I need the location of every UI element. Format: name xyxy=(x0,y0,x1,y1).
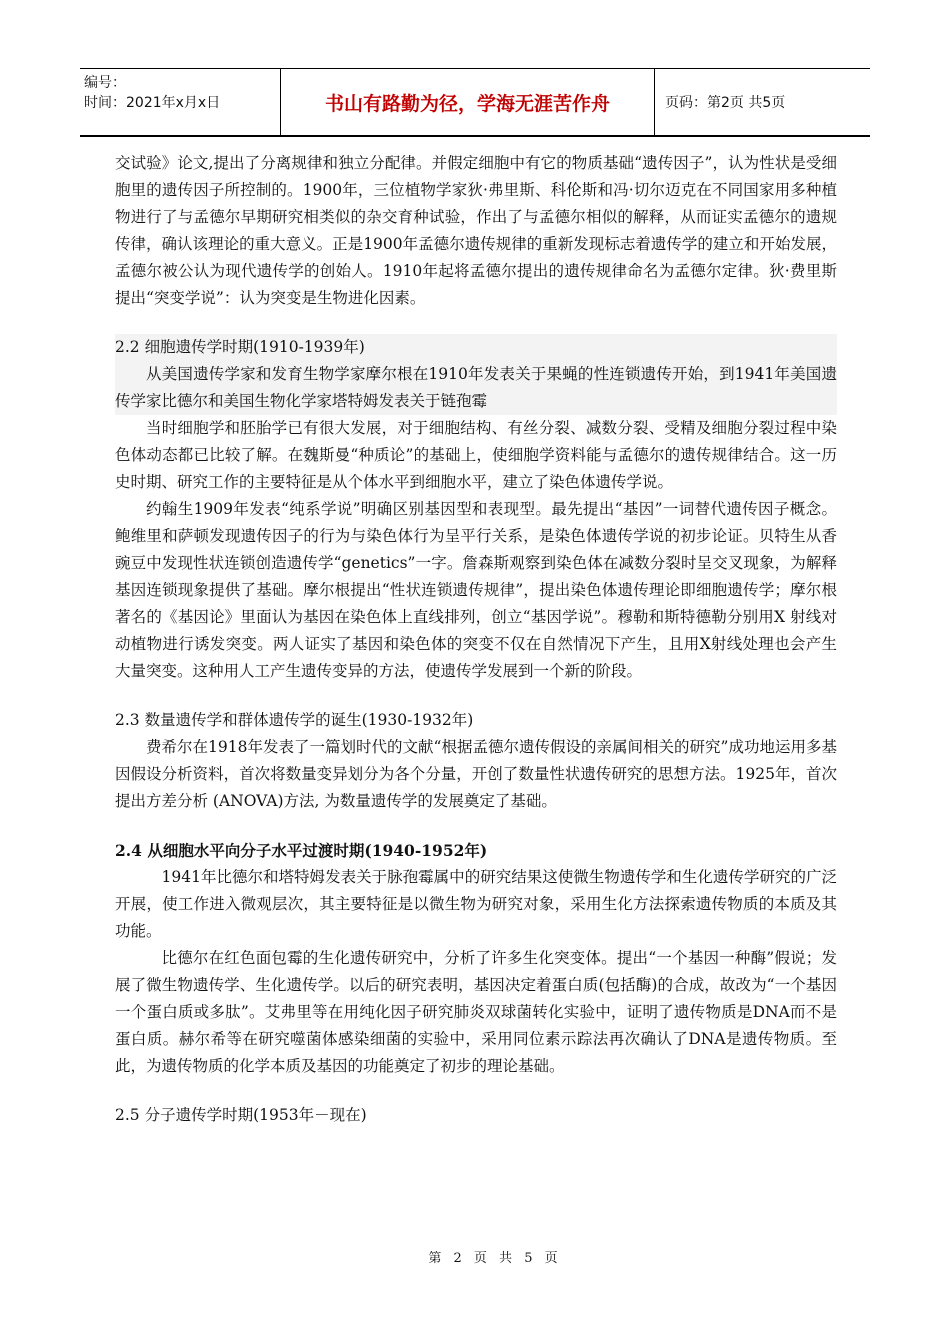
header-meta xyxy=(80,69,280,135)
page-header xyxy=(80,68,870,137)
header-date: 时间：2021年x月x日 xyxy=(84,95,221,111)
section-heading-2-5: 2.5 分子遗传学时期(1953年－现在) xyxy=(115,1106,367,1124)
section-heading-2-3: 2.3 数量遗传学和群体遗传学的诞生(1930-1932年) xyxy=(115,711,474,729)
paragraph-3: 当时细胞学和胚胎学已有很大发展，对于细胞结构、有丝分裂、减数分裂、受精及细胞分裂过程中染色体动态都已比较了解。在魏斯曼“种质论”的基础上，使细胞学资料能与孟德尔的遗传规律结合。这一历史时期、研究工作的主要特征是从个体水平到细胞水平，建立了染色体遗传学说。 xyxy=(115,419,837,491)
paragraph-5: 费希尔在1918年发表了一篇划时代的文献“根据孟德尔遗传假设的亲属间相关的研究”成功地运用多基因假设分析资料，首次将数量变异划分为各个分量，开创了数量性状遗传研究的思想方法。1925年，首次提出方差分析 (ANOVA)方法, 为数量遗传学的发展奠定了基础。 xyxy=(115,738,837,810)
paragraph-6: 1941年比德尔和塔特姆发表关于脉孢霉属中的研究结果这使微生物遗传学和生化遗传学研究的广泛开展，使工作进入微观层次，其主要特征是以微生物为研究对象，采用生化方法探索遗传物质的本质及其功能。 xyxy=(115,868,837,940)
paragraph-7: 比德尔在红色面包霉的生化遗传研究中，分析了许多生化突变体。提出“一个基因一种酶”假说；发展了微生物遗传学、生化遗传学。以后的研究表明，基因决定着蛋白质(包括酶)的合成，故改为“一个基因一个蛋白质或多肽”。艾弗里等在用纯化因子研究肺炎双球菌转化实验中，证明了遗传物质是DNA而不是蛋白质。赫尔希等在研究噬菌体感染细菌的实验中，采用同位素示踪法再次确认了DNA是遗传物质。至此，为遗传物质的化学本质及基因的功能奠定了初步的理论基础。 xyxy=(115,949,837,1075)
header-number: 编号： xyxy=(84,75,126,91)
header-page-number: 页码：第2页 共5页 xyxy=(665,95,786,111)
section-heading-2-4: 2.4 从细胞水平向分子水平过渡时期(1940-1952年) xyxy=(115,841,488,860)
header-motto: 书山有路勤为径，学海无涯苦作舟 xyxy=(280,69,655,135)
section-heading-2-2: 2.2 细胞遗传学时期(1910-1939年) xyxy=(115,334,837,361)
paragraph-2: 从美国遗传学家和发育生物学家摩尔根在1910年发表关于果蝇的性连锁遗传开始，到1941年美国遗传学家比德尔和美国生物化学家塔特姆发表关于链孢霉 xyxy=(115,361,837,415)
paragraph-4: 约翰生1909年发表“纯系学说”明确区别基因型和表现型。最先提出“基因”一词替代遗传因子概念。 鲍维里和萨顿发现遗传因子的行为与染色体行为呈平行关系，是染色体遗传学说的初步论证。贝特生从香豌豆中发现性状连锁创造遗传学“genetics”一字。詹森斯观察到染色体在减数分裂时呈交叉现象，为解释基因连锁现象提供了基础。摩尔根提出“性状连锁遗传规律”，提出染色体遗传理论即细胞遗传学；摩尔根著名的《基因论》里面认为基因在染色体上直线排列，创立“基因学说”。穆勒和斯特德勒分别用X 射线对动植物进行诱发突变。两人证实了基因和染色体的突变不仅在自然情况下产生，且用X射线处理也会产生大量突变。这种用人工产生遗传变异的方法，使遗传学发展到一个新的阶段。 xyxy=(115,500,837,680)
page-footer: 第 2 页 共 5 页 xyxy=(428,1251,562,1266)
document-body xyxy=(115,150,837,1129)
paragraph-1: 交试验》论文,提出了分离规律和独立分配律。并假定细胞中有它的物质基础“遗传因子”，认为性状是受细胞里的遗传因子所控制的。1900年，三位植物学家狄·弗里斯、科伦斯和冯·切尔迈克在不同国家用多种植物进行了与孟德尔早期研究相类似的杂交育种试验，作出了与孟德尔相似的解释，从而证实孟德尔的遗规传律，确认该理论的重大意义。正是1900年孟德尔遗传规律的重新发现标志着遗传学的建立和开始发展，孟德尔被公认为现代遗传学的创始人。1910年起将孟德尔提出的遗传规律命名为孟德尔定律。狄·费里斯提出“突变学说”：认为突变是生物进化因素。 xyxy=(115,154,837,307)
